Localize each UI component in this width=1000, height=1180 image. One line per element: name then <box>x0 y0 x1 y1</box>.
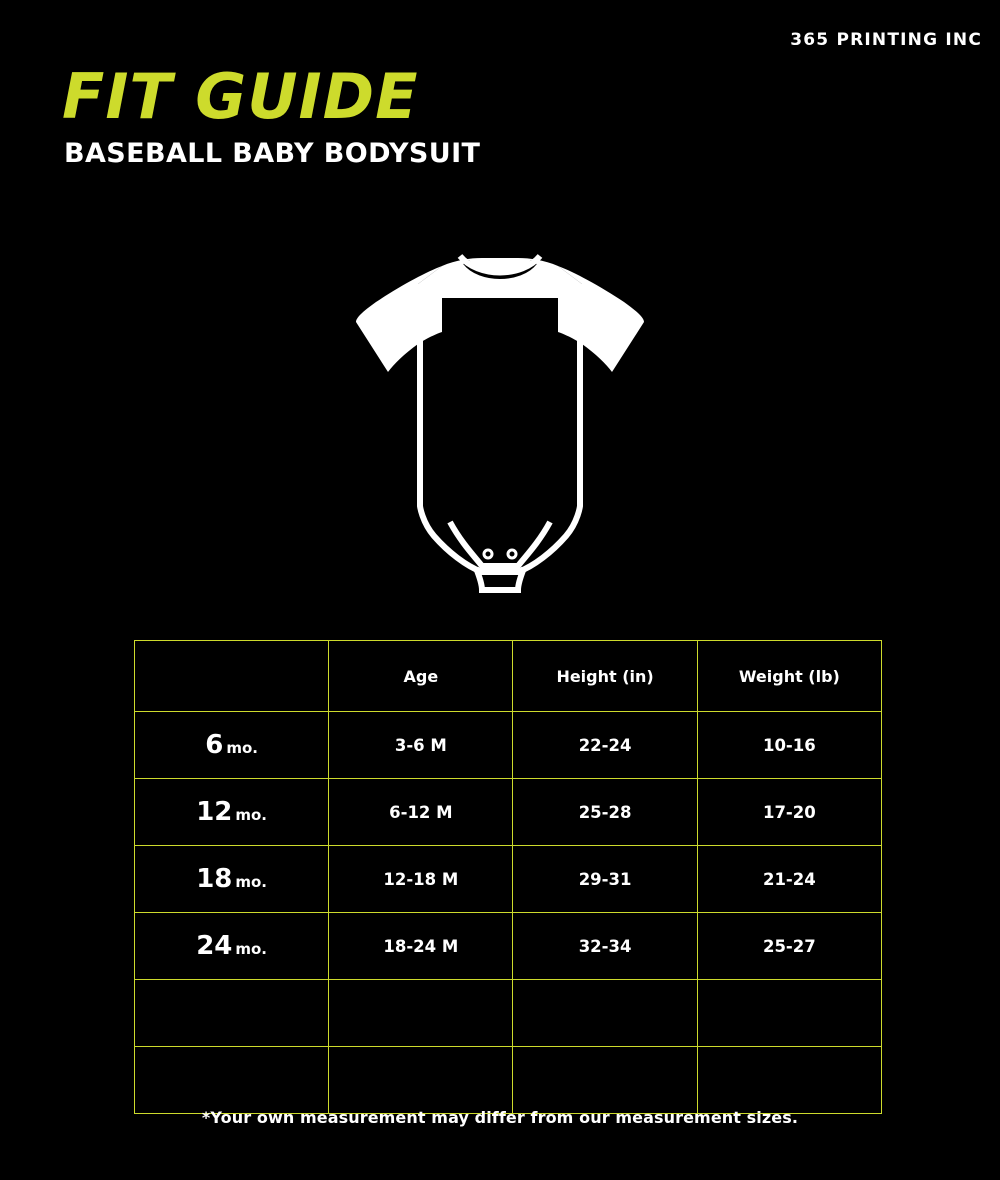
size-number: 24 <box>196 931 233 961</box>
cell-height <box>513 1047 697 1114</box>
cell-weight <box>697 1047 881 1114</box>
column-header-size <box>135 641 329 712</box>
cell-size <box>135 1047 329 1114</box>
cell-weight: 21-24 <box>697 846 881 913</box>
size-number: 12 <box>196 797 233 827</box>
table-row <box>135 846 882 913</box>
table-row <box>135 913 882 980</box>
size-unit: mo. <box>235 873 268 891</box>
cell-size <box>135 712 329 779</box>
column-header-age: Age <box>329 641 513 712</box>
cell-height: 22-24 <box>513 712 697 779</box>
cell-height: 32-34 <box>513 913 697 980</box>
cell-size <box>135 779 329 846</box>
footnote: *Your own measurement may differ from our measurement sizes. <box>201 1108 799 1127</box>
cell-age <box>329 980 513 1047</box>
cell-weight: 10-16 <box>697 712 881 779</box>
cell-age: 3-6 M <box>329 712 513 779</box>
cell-height <box>513 980 697 1047</box>
size-number: 6 <box>205 730 224 760</box>
cell-age: 18-24 M <box>329 913 513 980</box>
cell-age: 6-12 M <box>329 779 513 846</box>
cell-weight: 17-20 <box>697 779 881 846</box>
cell-height: 25-28 <box>513 779 697 846</box>
cell-weight <box>697 980 881 1047</box>
table-header-row <box>135 641 882 712</box>
size-table <box>134 640 882 1114</box>
table-row <box>135 779 882 846</box>
page-subtitle: BASEBALL BABY BODYSUIT <box>64 138 481 169</box>
table-row <box>135 712 882 779</box>
size-unit: mo. <box>235 940 268 958</box>
cell-size <box>135 913 329 980</box>
size-number: 18 <box>196 864 233 894</box>
cell-height: 29-31 <box>513 846 697 913</box>
size-unit: mo. <box>226 739 258 757</box>
cell-weight: 25-27 <box>697 913 881 980</box>
header <box>62 60 481 169</box>
cell-size <box>135 980 329 1047</box>
cell-size <box>135 846 329 913</box>
table-row <box>135 980 882 1047</box>
page-title: FIT GUIDE <box>62 60 419 133</box>
column-header-weight: Weight (lb) <box>697 641 881 712</box>
cell-age: 12-18 M <box>329 846 513 913</box>
cell-age <box>329 1047 513 1114</box>
table-row <box>135 1047 882 1114</box>
brand-label: 365 PRINTING INC <box>790 30 982 50</box>
baby-bodysuit-illustration <box>330 236 670 596</box>
size-chart <box>134 640 882 1114</box>
size-unit: mo. <box>235 806 268 824</box>
column-header-height: Height (in) <box>513 641 697 712</box>
